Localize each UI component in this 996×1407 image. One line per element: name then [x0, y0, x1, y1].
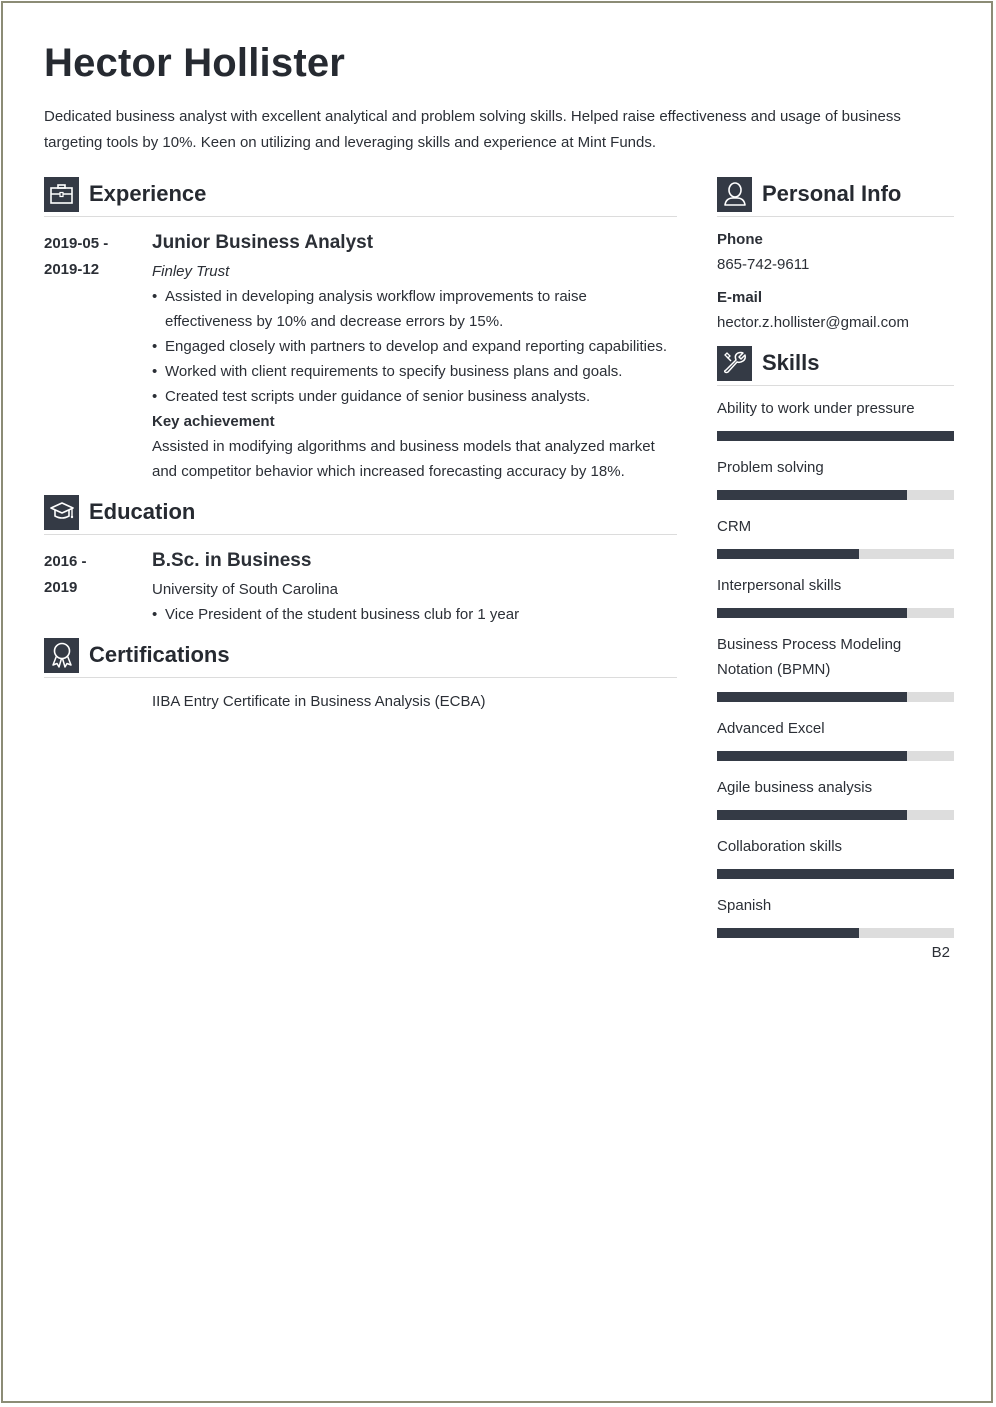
- skill-label: Problem solving: [717, 459, 824, 476]
- list-item: • Created test scripts under guidance of senior business analysts.: [152, 384, 677, 409]
- briefcase-icon: [44, 177, 79, 212]
- skill-label: Advanced Excel: [717, 720, 825, 737]
- personal-info-heading: Personal Info: [762, 181, 902, 206]
- education-bullets: [152, 602, 677, 627]
- email-label: E-mail: [717, 289, 763, 306]
- skill-level-bar: [717, 549, 954, 559]
- skill-level-bar: [717, 692, 954, 702]
- award-ribbon-icon: [44, 638, 79, 673]
- skill-level-fill: [717, 490, 907, 500]
- skill-item: [717, 775, 954, 820]
- skills-heading: Skills: [762, 350, 820, 375]
- skill-level-fill: [717, 869, 954, 879]
- skill-level-bar: [717, 431, 954, 441]
- skill-level-fill: [717, 608, 907, 618]
- degree-title: B.Sc. in Business: [152, 550, 312, 571]
- skill-level-fill: [717, 549, 859, 559]
- skill-item: [717, 632, 954, 702]
- skill-level-fill: [717, 751, 907, 761]
- experience-section-header: [44, 176, 677, 217]
- skill-item: [717, 573, 954, 618]
- skill-level-fill: [717, 692, 907, 702]
- skill-item: [717, 514, 954, 559]
- list-item: • Assisted in developing analysis workflow improvements to raise effectiveness by 10% and decrease errors by 15%.: [152, 284, 677, 334]
- resume-page: [1, 1, 993, 1403]
- list-item: • Worked with client requirements to specify business plans and goals.: [152, 359, 677, 384]
- job-title: Junior Business Analyst: [152, 232, 374, 253]
- skill-label: Interpersonal skills: [717, 577, 842, 594]
- skill-item: [717, 455, 954, 500]
- skill-label: CRM: [717, 518, 752, 535]
- list-item: • Engaged closely with partners to develop and expand reporting capabilities.: [152, 334, 677, 359]
- skill-label: Spanish: [717, 897, 772, 914]
- skill-level-bar: [717, 751, 954, 761]
- job-date-start: 2019-05 -: [44, 235, 109, 252]
- job-dates: [44, 231, 108, 283]
- candidate-name: Hector Hollister: [44, 41, 346, 85]
- user-icon: [717, 177, 752, 212]
- skill-level-bar: [717, 810, 954, 820]
- education-section-header: [44, 494, 677, 535]
- skill-level-fill: [717, 810, 907, 820]
- skill-level-bar: [717, 490, 954, 500]
- language-level: B2: [931, 944, 950, 961]
- education-date-start: 2016 -: [44, 553, 87, 570]
- graduation-cap-icon: [44, 495, 79, 530]
- job-date-end: 2019-12: [44, 261, 100, 278]
- profile-summary: Dedicated business analyst with excellent analytical and problem solving skills. Helped raise effectiveness and usage of business targeting tools by 10%. Keen on utilizing and leveraging skills and experience at Mint Funds.: [44, 108, 901, 151]
- skill-item: [717, 834, 954, 879]
- job-entry: [152, 230, 677, 484]
- skill-label: Ability to work under pressure: [717, 400, 915, 417]
- skill-level-fill: [717, 431, 954, 441]
- certifications-section-header: [44, 637, 677, 678]
- email-value: hector.z.hollister@gmail.com: [717, 314, 909, 331]
- tools-icon: [717, 346, 752, 381]
- skill-item: [717, 893, 954, 938]
- education-heading: Education: [89, 499, 196, 524]
- job-company: Finley Trust: [152, 263, 230, 280]
- experience-heading: Experience: [89, 181, 207, 206]
- certification-entry: [152, 689, 677, 714]
- skill-item: [717, 396, 954, 441]
- list-item: • Vice President of the student business club for 1 year: [152, 602, 677, 627]
- key-achievement-label: Key achievement: [152, 413, 275, 430]
- certifications-heading: Certifications: [89, 642, 230, 667]
- personal-info-section-header: [717, 176, 954, 217]
- skill-label: Collaboration skills: [717, 838, 843, 855]
- skill-item: [717, 716, 954, 761]
- job-bullets: [152, 284, 677, 409]
- certification-name: IIBA Entry Certificate in Business Analysis (ECBA): [152, 693, 486, 710]
- education-date-end: 2019: [44, 579, 78, 596]
- skill-level-bar: [717, 928, 954, 938]
- skills-section-header: [717, 345, 954, 386]
- education-dates: [44, 549, 87, 601]
- phone-value: 865-742-9611: [717, 256, 810, 273]
- school-name: University of South Carolina: [152, 581, 338, 598]
- education-entry: [152, 548, 677, 627]
- skill-level-bar: [717, 869, 954, 879]
- phone-label: Phone: [717, 231, 763, 248]
- skill-level-bar: [717, 608, 954, 618]
- skill-level-fill: [717, 928, 859, 938]
- skill-label: Agile business analysis: [717, 779, 873, 796]
- key-achievement-text: Assisted in modifying algorithms and business models that analyzed market and competitor behavior which increased forecasting accuracy by 18%.: [152, 438, 655, 480]
- skill-label: Business Process Modeling Notation (BPMN): [717, 636, 902, 678]
